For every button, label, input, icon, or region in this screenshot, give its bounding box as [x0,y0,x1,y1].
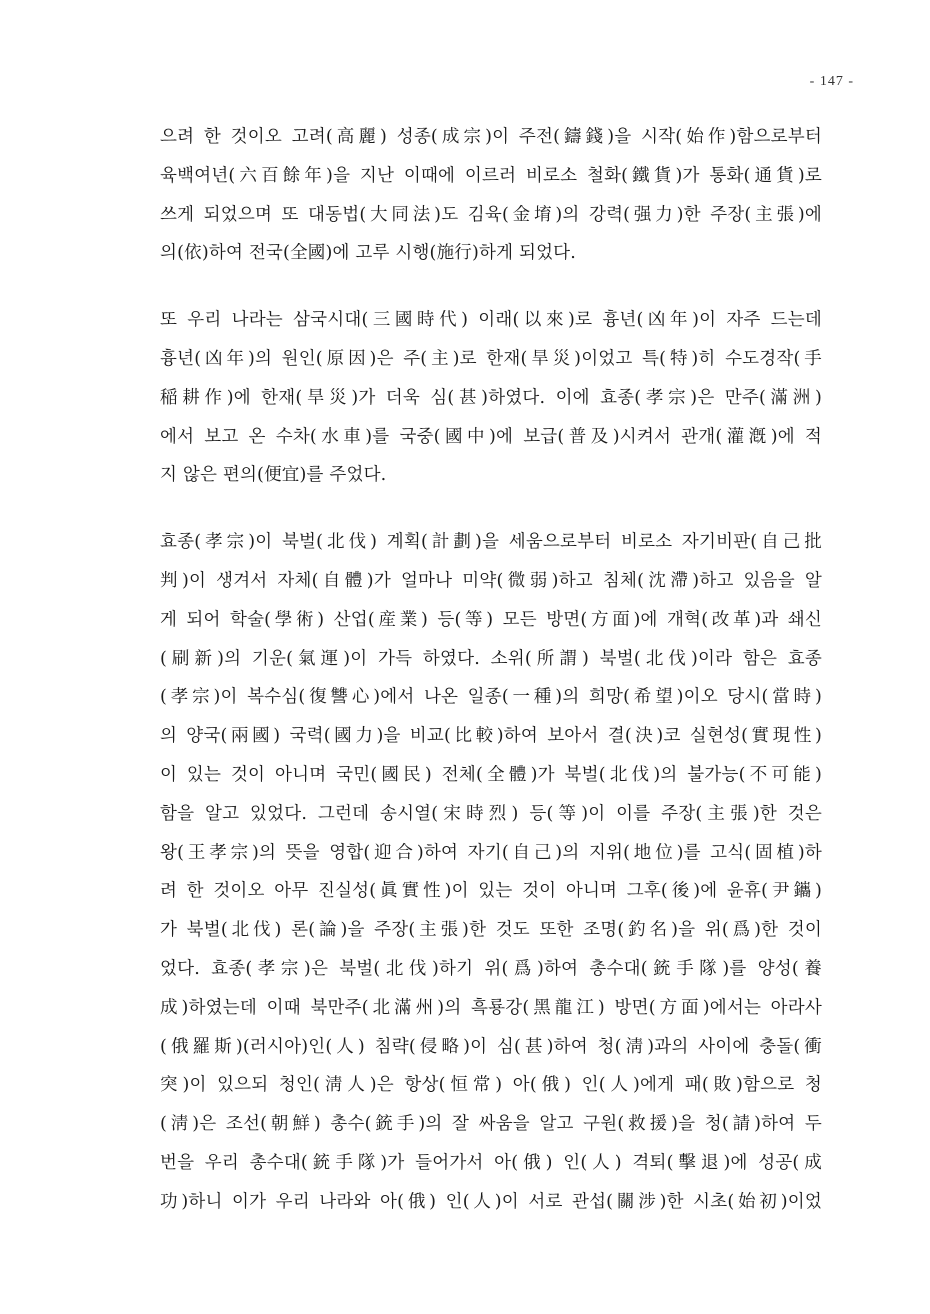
text-line: 쓰게 되었으며 또 대동법(大同法)도 김육(金堉)의 강력(强力)한 주장(主張)에 [160,204,822,225]
text-line: 왕(王孝宗)의 뜻을 영합(迎合)하여 자기(自己)의 지위(地位)를 고식(固植)하 [160,842,822,863]
text-line: 효종(孝宗)이 북벌(北伐) 계획(計劃)을 세움으로부터 비로소 자기비판(自己批 [160,532,822,553]
text-line: 功)하니 이가 우리 나라와 아(俄) 인(人)이 서로 관섭(關涉)한 시초(始初)이었 [160,1191,822,1212]
document-body [160,118,822,1222]
paragraph-currency [160,118,822,273]
text-line: 突)이 있으되 청인(淸人)은 항상(恒常) 아(俄) 인(人)에게 패(敗)함으로 청 [160,1075,822,1096]
paragraph-northern-expedition [160,523,822,1221]
text-line: 의(依)하여 전국(全國)에 고루 시행(施行)하게 되었다. [160,243,577,264]
text-line: 의 양국(兩國) 국력(國力)을 비교(比較)하여 보아서 결(決)코 실현성(實現性) [160,726,822,747]
text-line: 려 한 것이오 아무 진실성(眞實性)이 있는 것이 아니며 그후(後)에 윤휴(尹鑴) [160,881,822,902]
text-line: 稲耕作)에 한재(旱災)가 더욱 심(甚)하였다. 이에 효종(孝宗)은 만주(滿洲) [160,387,822,408]
text-line: (淸)은 조선(朝鮮) 총수(銃手)의 잘 싸움을 알고 구원(救援)을 청(請)하여 두 [160,1114,822,1135]
text-line: 게 되어 학술(學術) 산업(産業) 등(等) 모든 방면(方面)에 개혁(改革)과 쇄신 [160,609,822,630]
text-line: 判)이 생겨서 자체(自體)가 얼마나 미약(微弱)하고 침체(沈滯)하고 있음을 알 [160,570,822,591]
text-line: 번을 우리 총수대(銃手隊)가 들어가서 아(俄) 인(人) 격퇴(擊退)에 성공(成 [160,1152,822,1173]
text-line: 에서 보고 온 수차(水車)를 국중(國中)에 보급(普及)시켜서 관개(灌漑)에 적 [160,426,822,447]
text-line: 함을 알고 있었다. 그런데 송시열(宋時烈) 등(等)이 이를 주장(主張)한 것은 [160,803,822,824]
text-line: (孝宗)이 복수심(復讐心)에서 나온 일종(一種)의 희망(希望)이오 당시(當時) [160,687,822,708]
page-number: - 147 - [809,74,854,89]
text-line: 육백여년(六百餘年)을 지난 이때에 이르러 비로소 철화(鐵貨)가 통화(通貨)로 [160,165,822,186]
text-line: 成)하였는데 이때 북만주(北滿州)의 흑룡강(黑龍江) 방면(方面)에서는 아라사 [160,997,822,1018]
text-line: 으려 한 것이오 고려(高麗) 성종(成宗)이 주전(鑄錢)을 시작(始作)함으로부터 [160,127,822,147]
text-line: 었다. 효종(孝宗)은 북벌(北伐)하기 위(爲)하여 총수대(銃手隊)를 양성(養 [160,958,822,979]
text-line: 흉년(凶年)의 원인(原因)은 주(主)로 한재(旱災)이었고 특(特)히 수도경작(手 [160,348,822,369]
text-line: 이 있는 것이 아니며 국민(國民) 전체(全體)가 북벌(北伐)의 불가능(不可能) [160,764,822,785]
paragraph-drought [160,301,822,495]
text-line: 가 북벌(北伐) 론(論)을 주장(主張)한 것도 또한 조명(釣名)을 위(爲)한 것이 [160,920,822,941]
text-line: (刷新)의 기운(氣運)이 가득 하였다. 소위(所謂) 북벌(北伐)이라 함은 효종 [160,648,822,669]
text-line: 지 않은 편의(便宜)를 주었다. [160,465,387,486]
text-line: (俄羅斯)(러시아)인(人) 침략(侵略)이 심(甚)하여 청(淸)과의 사이에 충돌(衝 [160,1036,822,1057]
text-line: 또 우리 나라는 삼국시대(三國時代) 이래(以來)로 흉년(凶年)이 자주 드는데 [160,310,822,331]
